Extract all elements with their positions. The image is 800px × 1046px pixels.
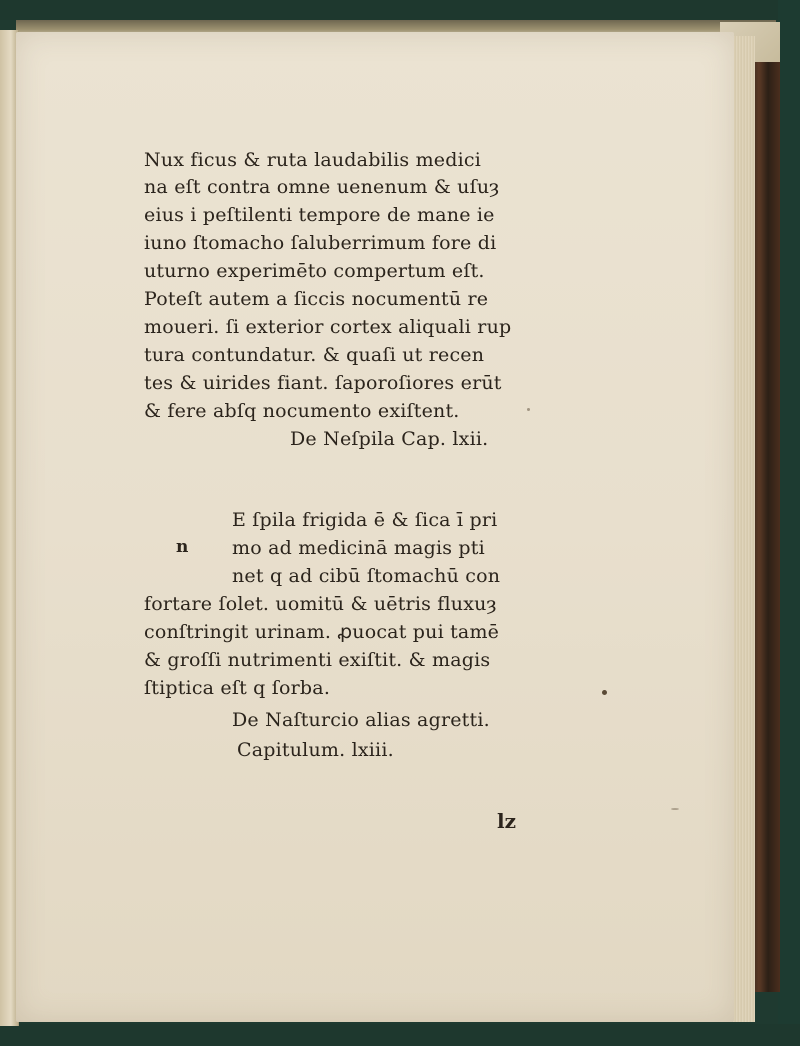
text-line: tura contundatur. & quaſi ut recen xyxy=(144,344,485,366)
text-line: & groſſi nutrimenti exiſtit. & magis xyxy=(144,649,491,671)
stain-speck xyxy=(671,808,679,810)
chapter-heading: Capitulum. lxiii. xyxy=(237,739,394,761)
text-line: E ſpila frigida ē & ſica ī pri xyxy=(232,509,498,531)
text-line: net q ad cibū ſtomachū con xyxy=(232,565,501,587)
background-right xyxy=(778,0,800,1046)
chapter-heading: De Naſturcio alias agretti. xyxy=(232,709,490,731)
chapter-heading: De Neſpila Cap. lxii. xyxy=(290,428,489,450)
text-line: uturno experimēto compertum eſt. xyxy=(144,260,485,282)
text-line: iuno ſtomacho ſaluberrimum fore di xyxy=(144,232,497,254)
text-line: na eſt contra omne uenenum & uſuȝ xyxy=(144,176,500,198)
text-line: tes & uirides fiant. ſaporoſiores erūt xyxy=(144,372,502,394)
text-line: moueri. ſi exterior cortex aliquali rup xyxy=(144,316,512,338)
guide-letter: n xyxy=(176,537,189,557)
stain-speck xyxy=(527,408,530,411)
text-line: & fere abſq nocumento exiſtent. xyxy=(144,400,460,422)
text-line: fortare ſolet. uomitū & uētris fluxuȝ xyxy=(144,593,497,615)
text-line: ſtiptica eſt q ſorba. xyxy=(144,677,331,699)
folio-number: lz xyxy=(497,809,516,833)
stain-speck xyxy=(602,690,607,695)
text-line: mo ad medicinā magis pti xyxy=(232,537,485,559)
page-block-edges xyxy=(732,36,755,1022)
text-line: Poteſt autem a ſiccis nocumentū re xyxy=(144,288,489,310)
text-line: eius i peſtilenti tempore de mane ie xyxy=(144,204,495,226)
text-line: Nux ficus & ruta laudabilis medici xyxy=(144,149,481,171)
text-line: conſtringit urinam. ꝓuocat pui tamē xyxy=(144,621,500,643)
background-top xyxy=(0,0,800,20)
background-bottom xyxy=(0,1024,800,1046)
